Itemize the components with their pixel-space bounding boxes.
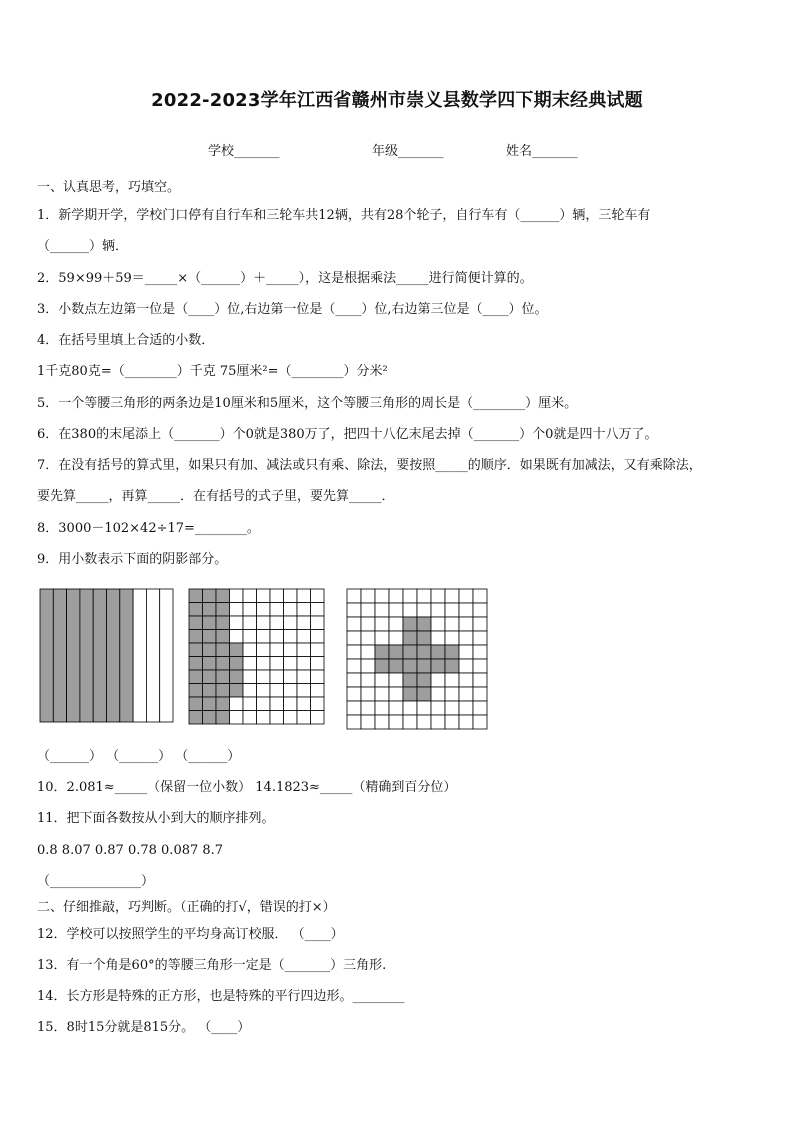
shaded-cell (216, 684, 230, 698)
shaded-cell (189, 684, 203, 698)
grid-cell (361, 715, 375, 729)
grid-cell (445, 603, 459, 617)
grid-cell (389, 617, 403, 631)
grid-cell (445, 687, 459, 701)
column (133, 589, 146, 722)
grid-cell (459, 659, 473, 673)
grid-cell (284, 711, 298, 725)
grid-cell (230, 603, 244, 617)
grid-cell (347, 589, 361, 603)
question-6: 6．在380的末尾添上（_______）个0就是380万了，把四十八亿末尾去掉（_______）个0就是四十八万了。 (37, 427, 658, 442)
question-1-line1: 1．新学期开学，学校门口停有自行车和三轮车共12辆，共有28个轮子，自行车有（______）辆，三轮车有 (37, 208, 651, 223)
grid-cell (270, 603, 284, 617)
grid-cell (230, 711, 244, 725)
grid-cell (284, 657, 298, 671)
shaded-cell (216, 643, 230, 657)
grid-cell (297, 684, 311, 698)
question-11-numbers: 0.8 8.07 0.87 0.78 0.087 8.7 (37, 843, 224, 858)
grid-cell (431, 589, 445, 603)
grid-cell (445, 617, 459, 631)
grid-cell (473, 659, 487, 673)
grid-cell (403, 701, 417, 715)
grid-cell (459, 645, 473, 659)
grid-cell (473, 687, 487, 701)
shaded-cell (230, 657, 244, 671)
grid-cell (473, 617, 487, 631)
shaded-cell (403, 687, 417, 701)
grid-cell (230, 697, 244, 711)
shaded-cell (189, 697, 203, 711)
grid-cell (297, 630, 311, 644)
grid-cell (297, 670, 311, 684)
grid-cell (459, 673, 473, 687)
grid-cell (284, 589, 298, 603)
grid-cell (417, 589, 431, 603)
grid-cell (473, 645, 487, 659)
grid-cell (311, 697, 325, 711)
column (160, 589, 173, 722)
grid-cell (270, 616, 284, 630)
grid-cell (403, 589, 417, 603)
grid-cell (473, 589, 487, 603)
grid-cell (230, 589, 244, 603)
question-9: 9．用小数表示下面的阴影部分。 (37, 552, 228, 567)
shaded-cell (403, 617, 417, 631)
question-13: 13．有一个角是60°的等腰三角形一定是（_______）三角形. (37, 958, 387, 973)
grid-cell (361, 659, 375, 673)
question-9-answers: （______） （______） （______） (37, 749, 241, 764)
shaded-cell (203, 697, 217, 711)
shaded-cell (203, 589, 217, 603)
grid-cell (297, 589, 311, 603)
grid-cell (389, 603, 403, 617)
shaded-cell (403, 659, 417, 673)
grid-cell (389, 589, 403, 603)
shaded-cell (203, 711, 217, 725)
grid-cell (431, 603, 445, 617)
section-2-heading: 二、仔细推敲，巧判断。（正确的打√，错误的打×） (37, 900, 336, 915)
grid-cell (361, 589, 375, 603)
grid-cell (297, 643, 311, 657)
shaded-cell (417, 631, 431, 645)
shaded-cell (189, 603, 203, 617)
grid-cell (361, 645, 375, 659)
grid-cell (257, 643, 271, 657)
shaded-cell (203, 603, 217, 617)
shaded-column (93, 589, 106, 722)
grid-cell (389, 701, 403, 715)
grid-cell (284, 697, 298, 711)
grid-cell (297, 697, 311, 711)
figure-2-grid (188, 588, 326, 726)
grid-cell (473, 715, 487, 729)
shaded-cell (417, 687, 431, 701)
grid-cell (361, 687, 375, 701)
shaded-cell (189, 657, 203, 671)
shaded-cell (216, 630, 230, 644)
grid-cell (347, 603, 361, 617)
grid-cell (257, 630, 271, 644)
grid-cell (459, 603, 473, 617)
grid-cell (459, 631, 473, 645)
grid-cell (375, 701, 389, 715)
shaded-cell (216, 711, 230, 725)
school-field: 学校_______ (208, 144, 280, 159)
shaded-cell (445, 659, 459, 673)
shaded-cell (216, 589, 230, 603)
grid-cell (311, 657, 325, 671)
grid-cell (375, 617, 389, 631)
grid-cell (284, 603, 298, 617)
grid-cell (257, 616, 271, 630)
grid-cell (311, 589, 325, 603)
grid-cell (473, 673, 487, 687)
shaded-column (80, 589, 93, 722)
question-5: 5．一个等腰三角形的两条边是10厘米和5厘米，这个等腰三角形的周长是（________）厘米。 (37, 396, 578, 411)
grid-cell (445, 701, 459, 715)
question-7-line2: 要先算_____，再算_____．在有括号的式子里，要先算_____． (37, 489, 395, 504)
shaded-column (67, 589, 80, 722)
question-3: 3．小数点左边第一位是（____）位,右边第一位是（____）位,右边第三位是（____）位。 (37, 302, 548, 317)
shaded-column (107, 589, 120, 722)
shaded-cell (189, 616, 203, 630)
shaded-cell (389, 645, 403, 659)
grid-cell (445, 631, 459, 645)
grid-cell (459, 715, 473, 729)
question-12: 12．学校可以按照学生的平均身高订校服． （____） (37, 927, 344, 942)
grid-cell (347, 617, 361, 631)
shaded-cell (189, 643, 203, 657)
question-4-items: 1千克80克=（________）千克 75厘米²=（________）分米² (37, 364, 388, 379)
grid-cell (311, 643, 325, 657)
grid-cell (459, 701, 473, 715)
grid-cell (375, 715, 389, 729)
question-2: 2．59×99＋59＝_____×（______）＋_____），这是根据乘法_____进行简便计算的。 (37, 271, 533, 286)
section-1-heading: 一、认真思考，巧填空。 (37, 180, 181, 195)
grid-cell (389, 673, 403, 687)
grid-cell (361, 673, 375, 687)
grade-field: 年级_______ (372, 144, 444, 159)
grid-cell (243, 670, 257, 684)
shaded-cell (203, 630, 217, 644)
figure-3-grid (346, 588, 488, 730)
grid-cell (417, 715, 431, 729)
grid-cell (361, 701, 375, 715)
grid-cell (403, 603, 417, 617)
grid-cell (375, 673, 389, 687)
grid-cell (445, 673, 459, 687)
figure-1-columns (39, 588, 175, 724)
shaded-cell (216, 670, 230, 684)
grid-cell (230, 630, 244, 644)
question-11: 11．把下面各数按从小到大的顺序排列。 (37, 811, 275, 826)
grid-cell (375, 631, 389, 645)
shaded-cell (203, 684, 217, 698)
shaded-cell (375, 645, 389, 659)
grid-cell (361, 603, 375, 617)
grid-cell (284, 630, 298, 644)
question-10: 10．2.081≈_____（保留一位小数） 14.1823≈_____（精确到百分位） (37, 780, 457, 795)
grid-cell (243, 711, 257, 725)
grid-cell (243, 657, 257, 671)
question-7-line1: 7．在没有括号的算式里，如果只有加、减法或只有乘、除法，要按照_____的顺序．如果既有加减法，又有乘除法， (37, 458, 702, 473)
grid-cell (284, 684, 298, 698)
grid-cell (347, 659, 361, 673)
grid-cell (311, 711, 325, 725)
shaded-cell (216, 697, 230, 711)
question-8: 8．3000－102×42÷17=________。 (37, 521, 260, 536)
grid-cell (243, 697, 257, 711)
grid-cell (297, 657, 311, 671)
page-title: 2022-2023学年江西省赣州市崇义县数学四下期末经典试题 (151, 90, 643, 111)
grid-cell (270, 697, 284, 711)
grid-cell (431, 673, 445, 687)
grid-cell (459, 589, 473, 603)
grid-cell (243, 684, 257, 698)
grid-cell (347, 687, 361, 701)
grid-cell (431, 715, 445, 729)
shaded-cell (189, 670, 203, 684)
shaded-cell (431, 645, 445, 659)
grid-cell (284, 670, 298, 684)
shaded-cell (216, 616, 230, 630)
grid-cell (243, 630, 257, 644)
shaded-cell (230, 684, 244, 698)
shaded-cell (375, 659, 389, 673)
grid-cell (389, 715, 403, 729)
question-1-line2: （______）辆． (37, 239, 129, 254)
grid-cell (417, 603, 431, 617)
shaded-cell (216, 657, 230, 671)
question-4: 4．在括号里填上合适的小数． (37, 333, 215, 348)
grid-cell (311, 630, 325, 644)
grid-cell (375, 589, 389, 603)
shaded-cell (403, 645, 417, 659)
grid-cell (311, 684, 325, 698)
grid-cell (270, 670, 284, 684)
grid-cell (417, 701, 431, 715)
shaded-cell (417, 645, 431, 659)
column (146, 589, 159, 722)
grid-cell (257, 711, 271, 725)
grid-cell (431, 701, 445, 715)
grid-cell (257, 603, 271, 617)
grid-cell (311, 670, 325, 684)
shaded-column (53, 589, 66, 722)
grid-cell (243, 603, 257, 617)
shaded-cell (203, 643, 217, 657)
name-field: 姓名_______ (506, 144, 578, 159)
grid-cell (445, 589, 459, 603)
shaded-cell (189, 711, 203, 725)
grid-cell (431, 617, 445, 631)
grid-cell (375, 687, 389, 701)
grid-cell (347, 715, 361, 729)
grid-cell (243, 589, 257, 603)
grid-cell (284, 616, 298, 630)
shaded-cell (417, 617, 431, 631)
grid-cell (389, 631, 403, 645)
grid-cell (375, 603, 389, 617)
grid-cell (389, 687, 403, 701)
grid-cell (473, 603, 487, 617)
grid-cell (257, 657, 271, 671)
grid-cell (431, 687, 445, 701)
grid-cell (270, 643, 284, 657)
grid-cell (473, 631, 487, 645)
grid-cell (459, 617, 473, 631)
shaded-cell (203, 670, 217, 684)
grid-cell (459, 687, 473, 701)
shaded-cell (203, 616, 217, 630)
grid-cell (297, 711, 311, 725)
grid-cell (431, 631, 445, 645)
grid-cell (270, 711, 284, 725)
grid-cell (347, 631, 361, 645)
shaded-cell (189, 589, 203, 603)
shaded-cell (189, 630, 203, 644)
question-14: 14．长方形是特殊的正方形，也是特殊的平行四边形。________ (37, 989, 405, 1004)
grid-cell (257, 684, 271, 698)
grid-cell (347, 645, 361, 659)
grid-cell (361, 617, 375, 631)
grid-cell (270, 589, 284, 603)
grid-cell (257, 670, 271, 684)
shaded-cell (403, 673, 417, 687)
grid-cell (270, 684, 284, 698)
grid-cell (243, 616, 257, 630)
grid-cell (403, 715, 417, 729)
grid-cell (347, 701, 361, 715)
grid-cell (311, 603, 325, 617)
shaded-cell (216, 603, 230, 617)
shaded-cell (403, 631, 417, 645)
grid-cell (270, 657, 284, 671)
grid-cell (361, 631, 375, 645)
grid-cell (473, 701, 487, 715)
grid-cell (230, 616, 244, 630)
grid-cell (270, 630, 284, 644)
grid-cell (284, 643, 298, 657)
grid-cell (445, 715, 459, 729)
grid-cell (311, 616, 325, 630)
shaded-column (120, 589, 133, 722)
grid-cell (297, 616, 311, 630)
question-15: 15．8时15分就是815分。 （____） (37, 1020, 251, 1035)
question-11-answer: （______________） (37, 874, 155, 889)
shaded-cell (431, 659, 445, 673)
grid-cell (297, 603, 311, 617)
shaded-column (40, 589, 53, 722)
shaded-cell (417, 659, 431, 673)
grid-cell (347, 673, 361, 687)
shaded-cell (230, 643, 244, 657)
shaded-cell (203, 657, 217, 671)
shaded-cell (445, 645, 459, 659)
shaded-cell (230, 670, 244, 684)
grid-cell (257, 697, 271, 711)
grid-cell (243, 643, 257, 657)
shaded-cell (417, 673, 431, 687)
grid-cell (257, 589, 271, 603)
shaded-cell (389, 659, 403, 673)
